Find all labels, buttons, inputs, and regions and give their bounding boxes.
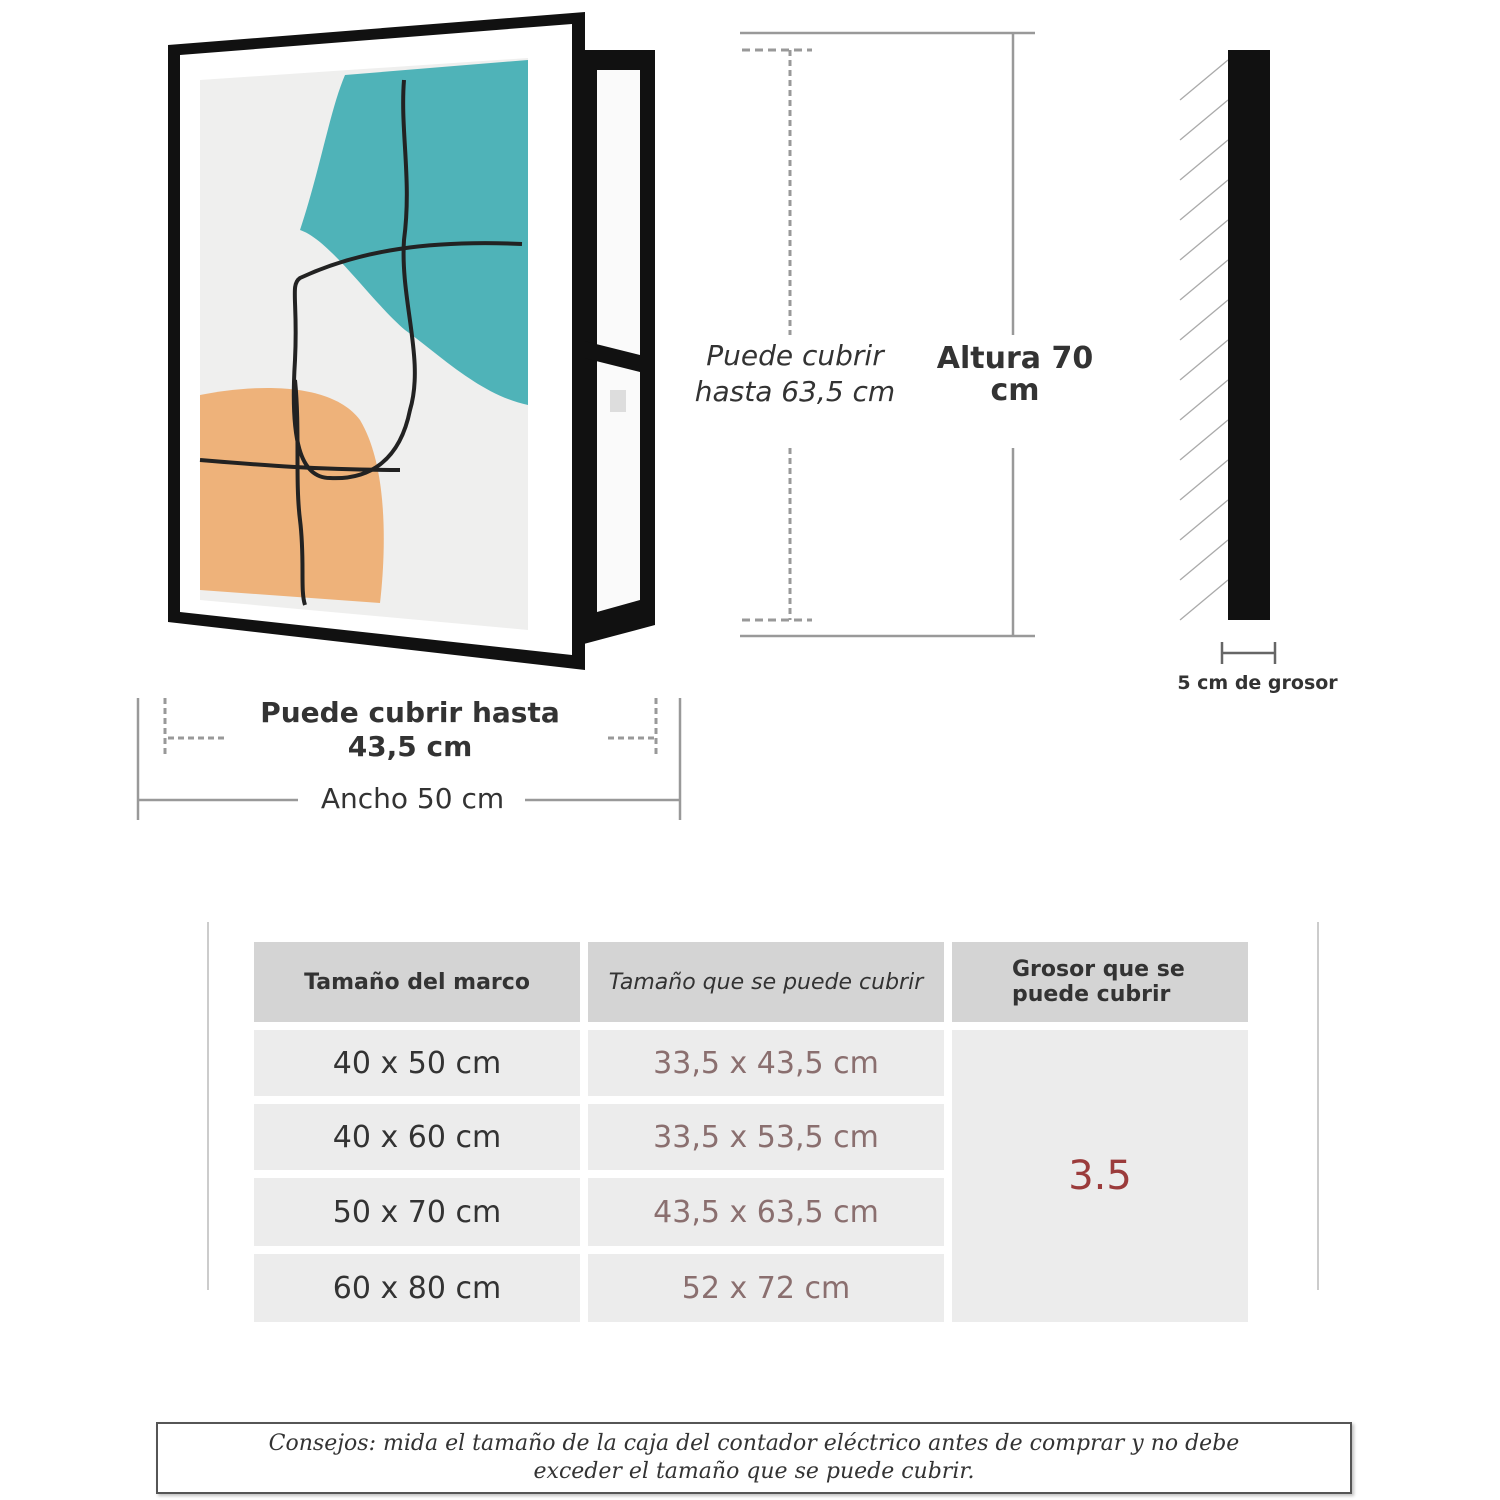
table-row-cover [588,1030,944,1096]
cover-width-label [230,696,590,764]
cover-size-cell: 43,5 x 63,5 cm [653,1194,879,1230]
header-cover-size-text: Tamaño que se puede cubrir [608,969,924,995]
height-label [925,343,1105,407]
table-row-cover [588,1254,944,1322]
table-row-frame [254,1030,580,1096]
frame-size-cell: 60 x 80 cm [332,1270,502,1306]
frame-size-cell: 40 x 60 cm [332,1119,502,1155]
table-row-frame [254,1254,580,1322]
height-label-line1: Altura 70 [936,341,1094,376]
frame-size-cell: 40 x 50 cm [332,1045,502,1081]
header-frame-size-text: Tamaño del marco [304,969,530,995]
cover-height-label [670,338,920,410]
orange-shape [200,388,384,603]
header-thickness-line2: puede cubrir [1012,982,1171,1007]
cover-width-label-line1: Puede cubrir hasta [260,696,560,729]
front-frame [168,12,585,670]
table-right-rule [1317,922,1319,1290]
open-back-frame [580,50,655,645]
cover-width-label-line2: 43,5 cm [347,730,473,763]
cover-size-cell: 33,5 x 53,5 cm [653,1119,879,1155]
height-dimension [740,33,1035,636]
cover-size-cell: 52 x 72 cm [681,1270,851,1306]
thickness-value-cell [952,1030,1248,1322]
frame-size-cell: 50 x 70 cm [332,1194,502,1230]
table-row-frame [254,1104,580,1170]
tip-note-text: Consejos: mida el tamaño de la caja del contador eléctrico antes de comprar y no debe exceder el tamaño que se puede cubrir. [268,1431,1240,1484]
cover-height-dimension [742,50,812,620]
table-left-rule [207,922,209,1290]
cover-size-cell: 33,5 x 43,5 cm [653,1045,879,1081]
cover-height-label-line2: hasta 63,5 cm [694,375,896,408]
thickness-label: 5 cm de grosor [1177,672,1338,694]
header-thickness [952,942,1248,1022]
tip-note [156,1422,1352,1494]
width-label: Ancho 50 cm [320,782,505,815]
header-frame-size [254,942,580,1022]
table-row-frame [254,1178,580,1246]
header-cover-size [588,942,944,1022]
height-label-line2: cm [990,373,1040,408]
table-row-cover [588,1178,944,1246]
thickness-value: 3.5 [1068,1153,1132,1199]
cover-height-label-line1: Puede cubrir [706,339,884,372]
header-thickness-line1: Grosor que se [1012,957,1185,982]
side-view [1180,50,1275,664]
table-row-cover [588,1104,944,1170]
